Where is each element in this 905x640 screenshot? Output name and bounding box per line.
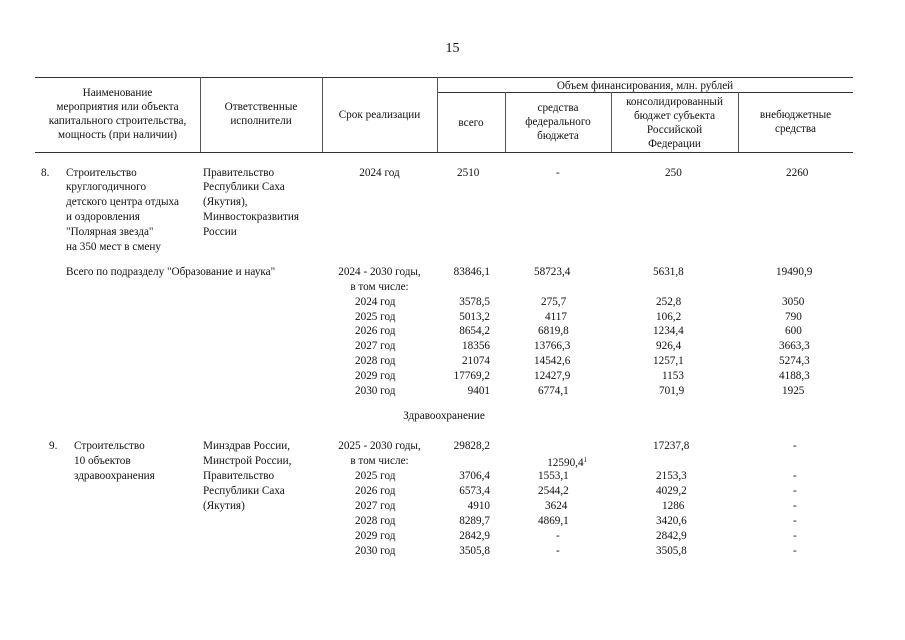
item9-total: 29828,2: [453, 440, 490, 452]
item9-term: 2025 - 2030 годы,: [338, 440, 421, 452]
header-top-rule: [35, 77, 853, 78]
header-funding-title: Объем финансирования, млн. рублей: [556, 80, 734, 92]
item9-fed-footnote: 1: [583, 456, 588, 464]
item9-fed-value: 12590,4: [547, 457, 584, 469]
header-bottom-rule: [35, 152, 853, 153]
header-term-col: Срок реализации: [338, 109, 421, 121]
item8-term: 2024 год: [359, 167, 400, 179]
item8-total: 2510: [457, 167, 480, 179]
subtotal-label: Всего по подразделу "Образование и наука": [66, 266, 276, 278]
subtotal-total: 83846,1: [453, 266, 490, 278]
item9-extra: -: [793, 440, 797, 452]
item8-cons: 250: [665, 167, 682, 179]
page-number: 15: [445, 41, 460, 56]
item8-number: 8.: [41, 167, 50, 179]
subtotal-cons: 5631,8: [653, 266, 684, 278]
item9-cons: 17237,8: [653, 440, 690, 452]
subtotal-fed: 58723,4: [534, 266, 571, 278]
subtotal-term: 2024 - 2030 годы,: [338, 266, 421, 278]
subtotal-term-note: в том числе:: [350, 281, 409, 293]
section-title: Здравоохранение: [403, 410, 485, 422]
header-total-col: всего: [458, 117, 484, 129]
item8-extra: 2260: [786, 167, 809, 179]
item8-fed: -: [556, 167, 560, 179]
item9-number: 9.: [49, 440, 58, 452]
item9-term-note: в том числе:: [350, 455, 409, 467]
subtotal-extra: 19490,9: [776, 266, 813, 278]
